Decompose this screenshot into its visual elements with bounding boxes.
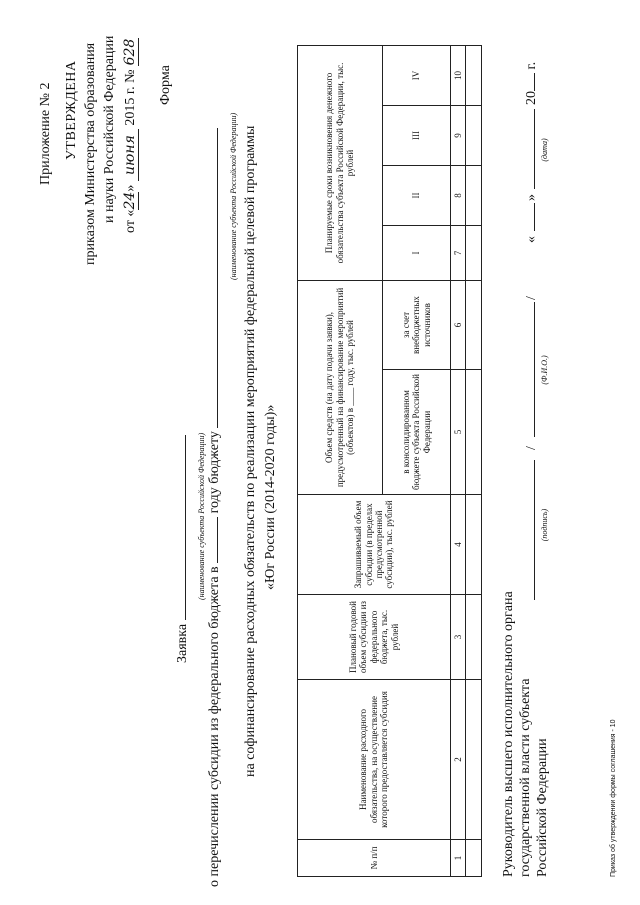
application-title: Заявка: [175, 435, 191, 663]
date-close-quote: »: [524, 194, 539, 201]
approved-line2: и науки Российской Федерации: [102, 35, 117, 223]
col-number-8: 8: [451, 166, 466, 226]
approved-day: 24: [122, 191, 138, 210]
header-requested-volume: Запрашиваемый объем субсидии (в пределах предусмотренной субсидии), тыс. рублей: [298, 495, 451, 595]
approved-number: 628: [122, 38, 138, 66]
header-quarter-1: I: [383, 226, 451, 281]
signature-caption: (подпись): [540, 508, 549, 542]
header-quarter-4: IV: [383, 45, 451, 105]
landscape-content: Приложение № 2 УТВЕРЖДЕНА приказом Министерства образования и науки Российской Федерации от «24» июня 2015 г. № 628 Форма Заявка (наименование субъекта Российской Федерации) о перечислении субсидии из федерального бюджета в году бюджету (наименование субъекта Российской Федерации) на софинансирование расходных обязательств по реализации мероприятий федеральной целевой программы «Юг России (2014-2020 годы)» № п/п Наименование расходного обязательства, на осуществление которого предоставляется субсидия Плановый годовой объем субсидии из федерального бюджета, тыс. рублей Запрашиваемый объем субсидии (в пределах предусмотренной субсидии), тыс. рублей Объем средств (на дату подачи заявки), предусмотренный на финансирование мероприятий (объектов) в ____ году, тыс. рублей Планируемые сроки возникновения денежного обязательства субъекта Российской Федерации, тыс. рублей в консолидированном бюджете субъекта Российской Федерации за счет внебюджетных источников I II III IV 1 2 3 4 5 6 7 8 9 10 Руководитель высшего исполнительного органа государственной власти субъекта Российской Федерации / / (подпись) (Ф.И.О.) « » (дата) 20 г. Приказ об утверждении формы соглашения - 10: [0, 0, 640, 905]
col-number-1: 1: [451, 840, 466, 877]
signature-line: [534, 460, 535, 600]
col-number-7: 7: [451, 226, 466, 281]
name-line: [534, 302, 535, 437]
header-number: № п/п: [298, 840, 451, 877]
subject-caption: (наименование субъекта Российской Федерации): [197, 432, 206, 600]
approved-title: УТВЕРЖДЕНА: [64, 60, 79, 160]
form-label: Форма: [158, 65, 173, 105]
approved-month: июня: [122, 129, 139, 181]
header-quarter-2: II: [383, 166, 451, 226]
header-planned-volume: Плановый годовой объем субсидии из федерального бюджета, тыс. рублей: [298, 595, 451, 680]
table-row: [466, 0, 482, 877]
date-caption: (дата): [540, 138, 549, 162]
name-caption: (Ф.И.О.): [540, 355, 549, 385]
signature-line1: Руководитель высшего исполнительного органа: [501, 591, 516, 877]
header-extra-budgetary: за счет внебюджетных источников: [383, 281, 451, 370]
col-number-5: 5: [451, 370, 466, 495]
appendix-label: Приложение № 2: [38, 82, 53, 185]
date-open-quote: «: [524, 236, 539, 243]
application-line1: о перечислении субсидии из федерального бюджета в году бюджету: [207, 128, 223, 887]
approved-date: от «24» июня 2015 г. № 628: [122, 38, 138, 233]
approved-line1: приказом Министерства образования: [83, 42, 98, 265]
col-number-9: 9: [451, 106, 466, 166]
header-quarter-3: III: [383, 106, 451, 166]
footer-note: Приказ об утверждении формы соглашения - 10: [610, 719, 617, 877]
col-number-3: 3: [451, 595, 466, 680]
header-obligation-name: Наименование расходного обязательства, на осуществление которого предоставляется субсидия: [298, 680, 451, 840]
col-number-4: 4: [451, 495, 466, 595]
col-number-10: 10: [451, 45, 466, 105]
header-funds-volume: Объем средств (на дату подачи заявки), предусмотренный на финансирование мероприятий (объектов) в ____ году, тыс. рублей: [298, 281, 383, 495]
signature-block: [500, 591, 551, 877]
signature-line3: Российской Федерации: [535, 738, 550, 877]
signature-line2: государственной власти субъекта: [518, 678, 533, 877]
application-line3: «Юг России (2014-2020 годы)»: [263, 404, 278, 590]
date-line: [534, 109, 535, 189]
header-planned-terms: Планируемые сроки возникновения денежного обязательства субъекта Российской Федерации, тыс. рублей: [298, 45, 383, 280]
application-line2: на софинансирование расходных обязательств по реализации мероприятий федеральной целевой программы: [243, 125, 258, 777]
col-number-2: 2: [451, 680, 466, 840]
year-label: 20 г.: [524, 61, 539, 105]
subsidy-table: [297, 0, 482, 877]
header-consolidated-budget: в консолидированном бюджете субъекта Российской Федерации: [383, 370, 451, 495]
subject-caption-2: (наименование субъекта Российской Федерации): [229, 112, 238, 280]
col-number-6: 6: [451, 281, 466, 370]
